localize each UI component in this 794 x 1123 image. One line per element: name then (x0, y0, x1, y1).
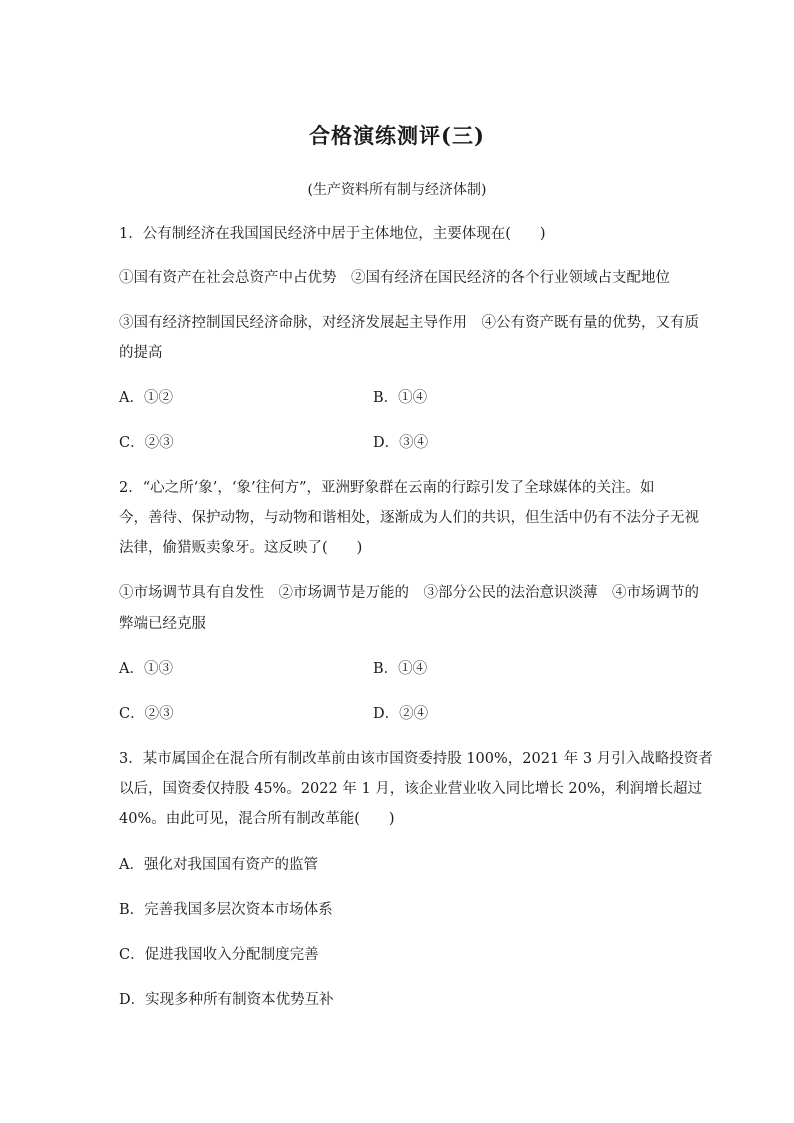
q2-option-d: D．②④ (373, 706, 429, 722)
q1-option-b: B．①④ (373, 390, 428, 406)
q2-items-line-1: ①市场调节具有自发性 ②市场调节是万能的 ③部分公民的法治意识淡薄 ④市场调节的 (119, 585, 699, 601)
q2-option-a: A．①③ (119, 661, 173, 677)
q3-stem-line-2: 以后，国资委仅持股 45%。2022 年 1 月，该企业营业收入同比增长 20%，利润增长超过 (119, 781, 703, 797)
q3-stem-line-1: 3．某市属国企在混合所有制改革前由该市国资委持股 100%，2021 年 3 月引入战略投资者 (119, 751, 713, 767)
q3-stem-line-3: 40%。由此可见，混合所有制改革能( ) (119, 811, 395, 827)
q1-stem: 1．公有制经济在我国国民经济中居于主体地位，主要体现在( ) (119, 226, 546, 242)
page-subtitle: (生产资料所有制与经济体制) (307, 182, 487, 198)
q1-option-d: D．③④ (373, 435, 429, 451)
q3-option-a: A．强化对我国国有资产的监管 (119, 857, 318, 873)
q1-items-line-3: 的提高 (119, 345, 163, 361)
q2-option-c: C．②③ (119, 706, 174, 722)
q3-option-b: B．完善我国多层次资本市场体系 (119, 902, 333, 918)
q3-option-d: D．实现多种所有制资本优势互补 (119, 992, 334, 1008)
q2-stem-line-1: 2．“心之所‘象’，‘象’往何方”，亚洲野象群在云南的行踪引发了全球媒体的关注。如 (119, 480, 655, 496)
q2-option-b: B．①④ (373, 661, 428, 677)
q2-items-line-2: 弊端已经克服 (119, 616, 206, 632)
q3-option-c: C．促进我国收入分配制度完善 (119, 947, 319, 963)
q1-items-line-2: ③国有经济控制国民经济命脉，对经济发展起主导作用 ④公有资产既有量的优势，又有质 (119, 315, 699, 331)
q1-option-a: A．①② (119, 390, 173, 406)
q2-stem-line-2: 今，善待、保护动物，与动物和谐相处，逐渐成为人们的共识，但生活中仍有不法分子无视 (119, 510, 699, 526)
q1-option-c: C．②③ (119, 435, 174, 451)
q2-stem-line-3: 法律，偷猎贩卖象牙。这反映了( ) (119, 540, 363, 556)
q1-items-line-1: ①国有资产在社会总资产中占优势 ②国有经济在国民经济的各个行业领域占支配地位 (119, 270, 670, 286)
page-title: 合格演练测评(三) (309, 123, 485, 148)
